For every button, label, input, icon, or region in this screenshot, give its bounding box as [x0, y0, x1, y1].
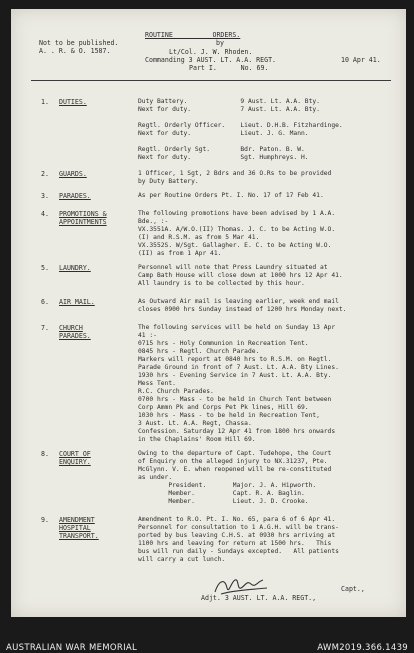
item-heading: LAUNDRY. — [59, 264, 91, 272]
signature-title: Adjt. 3 AUST. LT. A.A. REGT., — [201, 594, 317, 602]
item-line: (II) as from 1 Apr 41. — [138, 250, 222, 257]
item-line: Personnel will note that Press Laundry situated at — [138, 264, 328, 271]
item-line: Next for duty. Lieut. J. G. Mann. — [138, 130, 309, 137]
item-line: The following promotions have been advised by 1 A.A. — [138, 210, 336, 217]
item-heading: AIR MAIL. — [59, 298, 95, 306]
footer-institution: AUSTRALIAN WAR MEMORIAL — [6, 643, 138, 653]
item-number: 2. — [41, 170, 49, 178]
item-line: will carry a cut lunch. — [138, 556, 226, 563]
item-number: 4. — [41, 210, 49, 218]
item-line: President. Major. J. A. Hipworth. — [138, 482, 317, 489]
item-heading: COURT OF ENQUIRY. — [59, 450, 91, 466]
item-line: Camp Bath House will close down at 1000 hrs 12 Apr 41. — [138, 272, 343, 279]
item-line: Regtl. Orderly Sgt. Bdr. Paton. B. W. — [138, 146, 305, 153]
document-title: ROUTINE ORDERS. — [145, 31, 241, 39]
item-number: 3. — [41, 192, 49, 200]
item-line: As Outward Air mail is leaving earlier, week end mail — [138, 298, 339, 305]
item-line: VX.3551A. A/W.O.(II) Thomas. J. C. to be Acting W.O. — [138, 226, 336, 233]
item-line: Next for duty. Sgt. Humphreys. H. — [138, 154, 309, 161]
item-line: Amendment to R.O. Pt. I. No. 65, para 6 of 6 Apr 41. — [138, 516, 336, 523]
item-line: Member. Capt. R. A. Baglin. — [138, 490, 305, 497]
item-line: Mess Tent. — [138, 380, 176, 387]
item-line: Regtl. Orderly Officer. Lieut. D.H.B. Fitzhardinge. — [138, 122, 343, 129]
item-line: Parade Ground in front of 7 Aust. Lt. A.A. Bty Lines. — [138, 364, 339, 371]
item-line: 0715 hrs - Holy Communion in Recreation Tent. — [138, 340, 309, 347]
order-date: 10 Apr 41. — [341, 56, 381, 64]
header-divider — [31, 80, 391, 81]
item-heading: CHURCH PARADES. — [59, 324, 91, 340]
item-line: in the Chaplains' Room Hill 69. — [138, 436, 256, 443]
item-line: Corp Ammn Pk and Corps Pet Pk lines, Hill 69. — [138, 404, 309, 411]
item-line: Personnel for consultation to 1 A.G.H. will be trans- — [138, 524, 339, 531]
item-line: R.C. Church Parades. — [138, 388, 214, 395]
item-number: 9. — [41, 516, 49, 524]
item-line: The following services will be held on Sunday 13 Apr — [138, 324, 336, 331]
item-line: of Enquiry on the alleged injury to NX.31237, Pte. — [138, 458, 328, 465]
footer-accession: AWM2019.366.1439 — [317, 643, 408, 653]
item-line: bus will run daily - Sundays excepted. All patients — [138, 548, 339, 555]
item-line: McGlynn. V. E. when reopened will be re-constituted — [138, 466, 332, 473]
item-line: Next for duty. 7 Aust. Lt. A.A. Bty. — [138, 106, 320, 113]
item-number: 7. — [41, 324, 49, 332]
item-heading: AMENDMENT HOSPITAL TRANSPORT. — [59, 516, 99, 540]
form-number: A. . R. & O. 1587. — [39, 47, 111, 55]
item-heading: GUARDS. — [59, 170, 87, 178]
document-page — [11, 9, 406, 617]
signature-rank: Capt., — [341, 585, 365, 593]
part-number: Part I. No. 69. — [189, 64, 269, 72]
item-line: Confession. Saturday 12 Apr 41 from 1800 hrs onwards — [138, 428, 336, 435]
item-line: 41 :- — [138, 332, 157, 339]
item-line: as under. — [138, 474, 173, 481]
item-heading: PARADES. — [59, 192, 91, 200]
not-published-note: Not to be published. — [39, 39, 119, 47]
archive-footer — [0, 617, 414, 653]
item-line: All laundry is to be collected by this hour. — [138, 280, 305, 287]
item-line: Bde., :- — [138, 218, 169, 225]
item-line: 1930 hrs - Evening Service in 7 Aust. Lt. A.A. Bty. — [138, 372, 332, 379]
item-line: 0845 hrs - Regtl. Church Parade. — [138, 348, 260, 355]
commander-name: Lt/Col. J. W. Rhoden. — [169, 48, 253, 56]
item-number: 1. — [41, 98, 49, 106]
item-line: 0700 hrs - Mass - to be held in Church Tent between — [138, 396, 332, 403]
item-line: Markers will report at 0840 hrs to R.S.M. on Regtl. — [138, 356, 332, 363]
item-line: VX.3552S. W/Sgt. Gallagher. E. C. to be Acting W.O. — [138, 242, 332, 249]
item-line: Member. Lieut. J. D. Crooke. — [138, 498, 309, 505]
item-line: As per Routine Orders Pt. I. No. 17 of 17 Feb 41. — [138, 192, 324, 199]
commanding-unit: Commanding 3 AUST. LT. A.A. REGT. — [145, 56, 277, 64]
item-line: 1 Officer, 1 Sgt, 2 Bdrs and 36 O.Rs to be provided — [138, 170, 332, 177]
item-line: 1100 hrs and leaving for return at 1500 hrs. This — [138, 540, 332, 547]
by-text: by — [216, 39, 224, 47]
item-heading: DUTIES. — [59, 98, 87, 106]
item-heading: PROMOTIONS & APPOINTMENTS — [59, 210, 107, 226]
item-line: 1030 hrs - Mass - to be held in Recreation Tent, — [138, 412, 320, 419]
item-number: 6. — [41, 298, 49, 306]
item-line: Owing to the departure of Capt. Tudehope, the Court — [138, 450, 332, 457]
item-line: ported by bus leaving C.H.S. at 0930 hrs arriving at — [138, 532, 336, 539]
item-line: Duty Battery. 9 Aust. Lt. A.A. Bty. — [138, 98, 320, 105]
item-line: by Duty Battery. — [138, 178, 199, 185]
item-number: 8. — [41, 450, 49, 458]
item-line: 3 Aust. Lt. A.A. Regt, Chassa. — [138, 420, 252, 427]
item-line: closes 0900 hrs Sunday instead of 1200 hrs Monday next. — [138, 306, 347, 313]
item-line: (I) and R.S.M. as from 5 Mar 41. — [138, 234, 260, 241]
item-number: 5. — [41, 264, 49, 272]
